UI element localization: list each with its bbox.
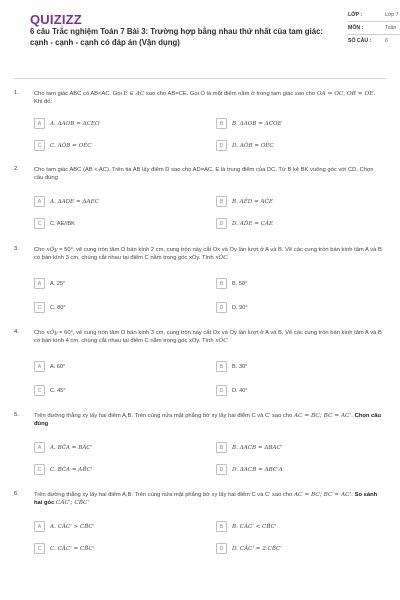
option-a[interactable]: A A. CÂC' > CB̂C' xyxy=(34,520,94,533)
option-d[interactable]: D D. CÂC' = 2.CB̂C' xyxy=(216,542,282,555)
meta-class xyxy=(348,12,400,19)
option-a[interactable]: A A. BĈA = BÂC' xyxy=(34,441,92,454)
question-number: 4. xyxy=(14,329,19,335)
meta-subject xyxy=(348,25,400,32)
option-a-box: A xyxy=(34,278,45,289)
option-d[interactable]: D D. AD̂E = CÂE xyxy=(216,217,273,230)
option-d[interactable]: D D. ΔACB = ΔBC'A xyxy=(216,463,283,476)
option-c-box: C xyxy=(34,140,45,151)
option-b-box: B xyxy=(216,521,227,532)
option-a[interactable]: A A. 60° xyxy=(34,360,65,373)
option-d-box: D xyxy=(216,140,227,151)
option-a-box: A xyxy=(34,361,45,372)
option-d-box: D xyxy=(216,302,227,313)
option-c-box: C xyxy=(34,302,45,313)
option-c[interactable]: C C. AE//BK xyxy=(34,217,75,230)
option-b[interactable]: B B. 30° xyxy=(216,360,247,373)
option-c[interactable]: C C. AÔB = OÊC xyxy=(34,139,92,152)
question-text: Cho xÔy = 60°, vẽ cung tròn tâm O bán kính 3 cm, cung tròn này cắt Ox và Oy lần lượt ở A và B. Vẽ các cung tròn bán kính tâm A và B có bán kính 4 cm, chúng cắt nhau tại điểm C nằm trong góc xOy. Tính xÔC xyxy=(34,330,382,345)
option-a[interactable]: A A. 25° xyxy=(34,277,65,290)
option-a-box: A xyxy=(34,442,45,453)
option-b[interactable]: B B. ΔAOB = ΔCOE xyxy=(216,117,282,130)
option-a-box: A xyxy=(34,196,45,207)
option-d[interactable]: D D. 90° xyxy=(216,301,248,314)
meta-subject-label: MÔN : xyxy=(348,25,364,31)
option-d-box: D xyxy=(216,385,227,396)
question-text: Trên đường thẳng xy lấy hai điểm A,B. Trên cùng nửa mặt phẳng bờ xy lấy hai điểm C và C' sao cho AC = BC; BC = AC'. So sánh hai góc CÂC'; CB̂C' xyxy=(34,492,378,507)
option-d[interactable]: D D. 40° xyxy=(216,384,248,397)
option-b[interactable]: B B. ΔACB = ΔBAC' xyxy=(216,441,282,454)
question-text: Cho tam giác ABC có AB<AC. Gọi E ∈ AC sao cho AB=CE. Gọi O là một điểm nằm ở trong tam giác sao cho OA = OC, OB = OE. Khi đó: xyxy=(34,91,376,106)
option-b-box: B xyxy=(216,118,227,129)
option-c-box: C xyxy=(34,218,45,229)
option-d[interactable]: D D. AÔB = OÊC xyxy=(216,139,274,152)
option-c[interactable]: C C. 80° xyxy=(34,301,66,314)
option-b-box: B xyxy=(216,361,227,372)
question-text: Trên đường thẳng xy lấy hai điểm A,B. Trên cùng nửa mặt phẳng bờ xy lấy hai điểm C và C' sao cho AC = BC; BC = AC'. Chọn câu đúng xyxy=(34,413,382,428)
quizizz-logo: QUIZIZZ xyxy=(30,12,82,27)
meta-class-value: Lớp 7 xyxy=(385,12,399,18)
header-divider xyxy=(14,78,386,79)
worksheet-header xyxy=(14,0,399,72)
question-number: 2. xyxy=(14,166,19,172)
worksheet-title: 6 câu Trắc nghiệm Toán 7 Bài 3: Trường hợp bằng nhau thứ nhất của tam giác: cạnh - cạnh - cạnh có đáp án (Vận dụng) xyxy=(30,27,323,47)
option-b[interactable]: B B. 50° xyxy=(216,277,247,290)
meta-subject-value: Toán xyxy=(385,25,397,31)
question-number: 5. xyxy=(14,412,19,418)
option-a[interactable]: A A. ΔAOB = ΔCEO xyxy=(34,117,100,130)
question-number: 1. xyxy=(14,90,19,96)
option-a-box: A xyxy=(34,118,45,129)
option-b-box: B xyxy=(216,196,227,207)
option-c-box: C xyxy=(34,543,45,554)
option-c[interactable]: C C. BĈA = AB̂C' xyxy=(34,463,92,476)
option-c-box: C xyxy=(34,385,45,396)
option-d-box: D xyxy=(216,464,227,475)
option-c-box: C xyxy=(34,464,45,475)
option-d-box: D xyxy=(216,543,227,554)
meta-count-label: SỐ CÂU : xyxy=(348,38,372,44)
question-text: Cho tam giác ABC (AB < AC). Trên tia AB lấy điểm D sao cho AD=AC. E là trung điểm của DC. Từ B kẻ BK vuông góc với CD. Chọn câu đúng xyxy=(34,167,374,182)
option-b[interactable]: B B. AÊD = AĈE xyxy=(216,195,273,208)
question-number: 6. xyxy=(14,491,19,497)
option-d-box: D xyxy=(216,218,227,229)
option-a-box: A xyxy=(34,521,45,532)
option-b[interactable]: B B. CÂC' < CB̂C' xyxy=(216,520,276,533)
meta-count-value: 6 xyxy=(385,38,388,44)
meta-class-label: LỚP : xyxy=(348,12,363,18)
option-a[interactable]: A A. ΔADE = ΔAEC xyxy=(34,195,99,208)
worksheet-meta xyxy=(348,12,400,45)
meta-count xyxy=(348,38,400,45)
question-number: 3. xyxy=(14,246,19,252)
option-c[interactable]: C C. 45° xyxy=(34,384,66,397)
option-b-box: B xyxy=(216,278,227,289)
option-c[interactable]: C C. CÂC' = CB̂C' xyxy=(34,542,94,555)
option-b-box: B xyxy=(216,442,227,453)
question-text: Cho xÔy = 50°, vẽ cung tròn tâm O bán kính 2 cm, cung tròn này cắt Ox và Oy lần lượt ở A và B. Vẽ các cung tròn bán kính tâm A và B có bán kính 3 cm, chúng cắt nhau tại điểm C nằm trong góc xOy. Tính xÔC xyxy=(34,247,382,262)
